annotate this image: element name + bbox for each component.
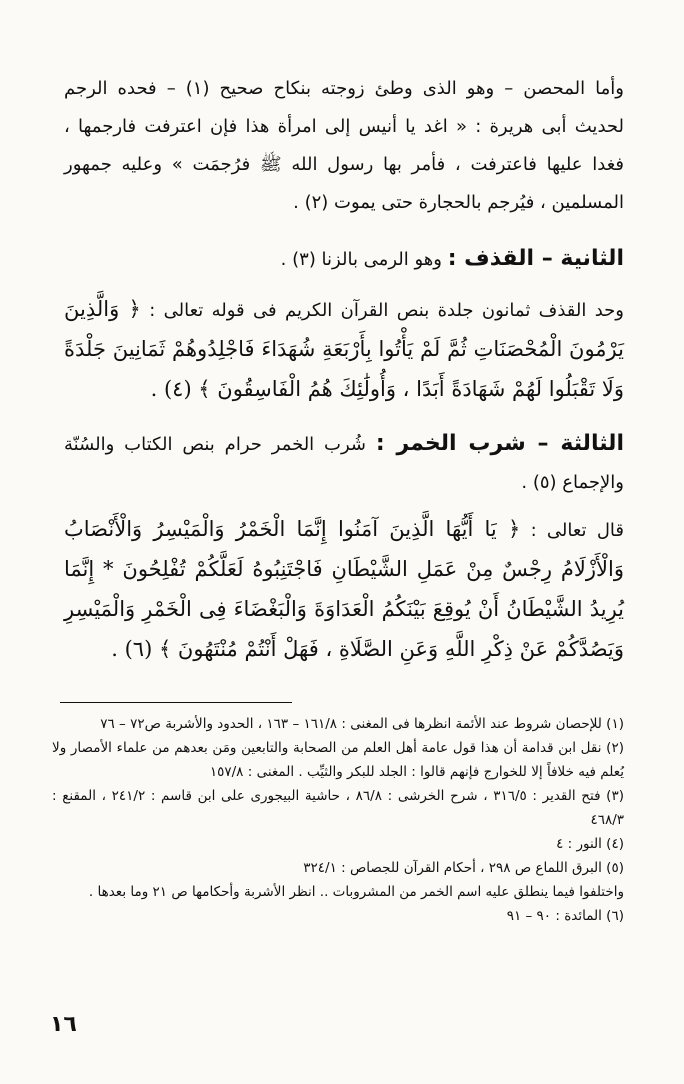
verse-maidah: ﴿ يَا أَيُّهَا الَّذِينَ آمَنُوا إِنَّمَا الْخَمْرُ وَالْمَيْسِرُ وَالْأَنْصَابُ وَالْأَزْلَامُ رِجْسٌ مِنْ عَمَلِ الشَّيْطَانِ فَاجْتَنِبُوهُ لَعَلَّكُمْ تُفْلِحُونَ * إِنَّمَا يُرِيدُ الشَّيْطَانُ أَنْ يُوقِعَ بَيْنَكُمُ الْعَدَاوَةَ وَالْبَغْضَاءَ فِى الْخَمْرِ وَالْمَيْسِرِ وَيَصُدَّكُمْ عَنْ ذِكْرِ اللَّهِ وَعَنِ الصَّلَاةِ ، فَهَلْ أَنْتُمْ مُنْتَهُونَ ﴾ (٦) . — [64, 517, 624, 661]
footnote-row-4 — [52, 832, 624, 856]
slander-definition: وهو الرمى بالزنا (٣) . — [280, 249, 442, 270]
heading-alcohol: الثالثة – شرب الخمر : — [375, 431, 624, 456]
paragraph-married-adulterer: وأما المحصن – وهو الذى وطئ زوجته بنكاح صحيح (١) – فحده الرجم لحديث أبى هريرة : « اغد يا أنيس إلى امرأة هذا فإن اعترفت فارجمها ، فغدا عليها فاعترفت ، فأمر بها رسول الله ﷺ فرُجمَت » وعليه جمهور المسلمين ، فيُرجم بالحجارة حتى يموت (٢) . — [64, 78, 624, 213]
footnote-4: (٤) النور : ٤ — [556, 836, 624, 852]
paragraph-third-alcohol — [64, 425, 624, 502]
slander-intro: وحد القذف ثمانون جلدة بنص القرآن الكريم فى قوله تعالى : — [149, 300, 624, 321]
footnote-divider — [60, 702, 292, 703]
footnote-6: (٦) المائدة : ٩٠ – ٩١ — [506, 908, 624, 924]
footnote-5: (٥) البرق اللماع ص ٢٩٨ ، أحكام القرآن للجصاص : ٣٢٤/١ — [303, 860, 624, 876]
heading-slander: الثانية – القذف : — [447, 246, 624, 271]
paragraph-slander-verse — [64, 290, 624, 410]
paragraph-second-slander — [64, 240, 624, 279]
alcohol-ruling: شُرب الخمر حرام بنص الكتاب والسُنّة والإجماع (٥) . — [64, 434, 624, 493]
footnote-2: (٢) نقل ابن قدامة أن هذا قول عامة أهل العلم من الصحابة والتابعين ومَن بعدهم من علماء الأمصار ولا يُعلم فيه خلافاً إلا للخوارج فإنهم قالوا : الجلد للبكر والثيِّب . المغنى : ١٥٧/٨ — [52, 740, 624, 780]
paragraph-alcohol-verse — [64, 510, 624, 670]
footnote-1: (١) للإحصان شروط عند الأئمة انظرها فى المغنى : ١٦١/٨ – ١٦٣ ، الحدود والأشربة ص٧٢ – ٧٦ — [100, 716, 624, 732]
alcohol-intro: قال تعالى : — [530, 520, 624, 541]
verse-nur: ﴿ وَالَّذِينَ يَرْمُونَ الْمُحْصَنَاتِ ثُمَّ لَمْ يَأْتُوا بِأَرْبَعَةِ شُهَدَاءَ فَاجْلِدُوهُمْ ثَمَانِينَ جَلْدَةً وَلَا تَقْبَلُوا لَهُمْ شَهَادَةً أَبَدًا ، وَأُولَٰئِكَ هُمُ الْفَاسِقُونَ ﴾ (٤) . — [64, 297, 624, 401]
footnote-5-continued: واختلفوا فيما ينطلق عليه اسم الخمر من المشروبات .. انظر الأشربة وأحكامها ص ٢١ وما بعدها . — [88, 884, 624, 900]
footnote-3: (٣) فتح القدير : ٣١٦/٥ ، شرح الخرشى : ٨٦/٨ ، حاشية البيجورى على ابن قاسم : ٢٤١/٢ ، المقنع : ٤٦٨/٣ — [52, 788, 624, 828]
footnotes — [52, 712, 624, 928]
page-number: ١٦ — [50, 1012, 77, 1037]
